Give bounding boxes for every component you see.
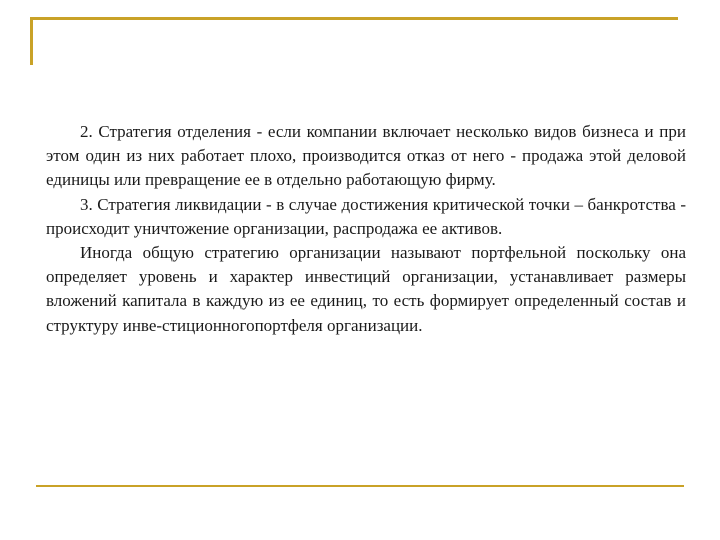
text-body xyxy=(46,120,686,338)
frame-top-line xyxy=(30,17,678,20)
frame-bottom-line xyxy=(36,485,684,487)
paragraph-liquidation-strategy: 3. Стратегия ликвидации - в случае достижения критической точки – банкротства - происходит уничтожение организации, распродажа ее активов. xyxy=(46,194,686,238)
paragraph-divestment-strategy: 2. Стратегия отделения - если компании включает несколько видов бизнеса и при этом один из них работает плохо, производится отказ от него - продажа этой деловой единицы или превращение ее в отдельно работающую фирму. xyxy=(46,122,686,190)
paragraph-portfolio-strategy: Иногда общую стратегию организации называют портфельной поскольку она определяет уровень и характер инвестиций организации, устанавливает размеры вложений капитала в каждую из ее единиц, то есть формирует определенный состав и структуру инве-стиционногопортфеля организации. xyxy=(46,243,686,335)
frame-left-line xyxy=(30,17,33,65)
